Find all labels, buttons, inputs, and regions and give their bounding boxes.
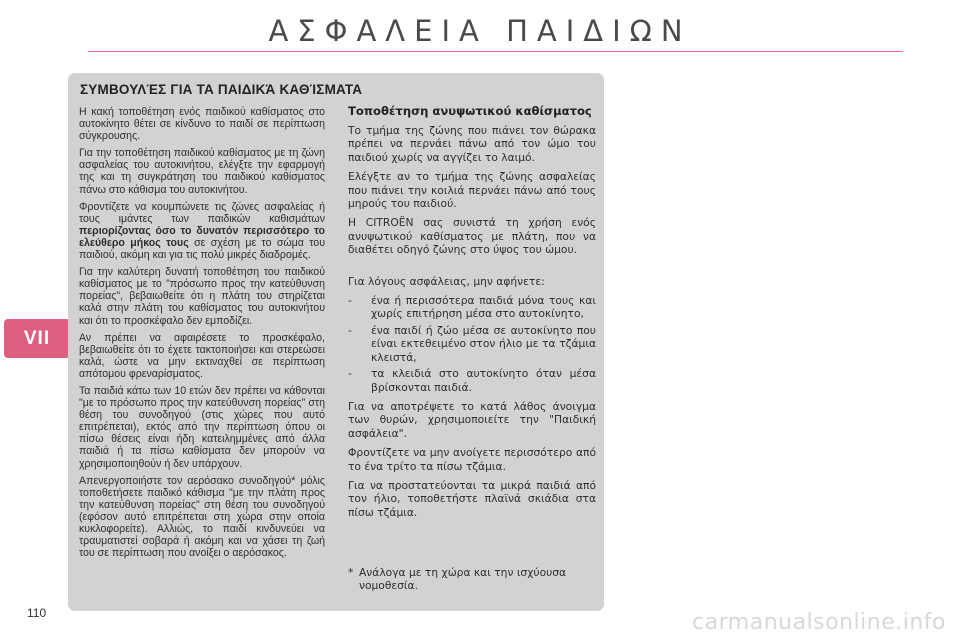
page-title: ΑΣΦΑΛΕΙΑ ΠΑΙΔΙΩΝ: [268, 14, 692, 48]
dash-bullet: -: [348, 367, 352, 381]
footnote: [348, 566, 596, 593]
section-subtitle: Τοποθέτηση ανυψωτικού καθίσματος: [348, 104, 592, 118]
asterisk-icon: *: [348, 566, 354, 579]
chapter-tab[interactable]: VII: [4, 319, 70, 358]
paragraph: Η CITROËN σας συνιστά τη χρήση ενός ανυψωτικού καθίσματος με πλάτη, που να διαθέτει οδηγό ζώνης στο ύψος του ώμου.: [348, 216, 596, 257]
footnote-text: Ανάλογα με τη χώρα και την ισχύουσα νομοθεσία.: [359, 566, 567, 593]
paragraph: Για να αποτρέψετε το κατά λάθος άνοιγμα των θυρών, χρησιμοποιείτε την "Παιδική ασφάλεια".: [348, 399, 596, 440]
paragraph: Για την καλύτερη δυνατή τοποθέτηση του παιδικού καθίσματος με το "πρόσωπο προς την κατεύθυνση πορείας", βεβαιωθείτε ότι η πλάτη του στηρίζεται καλά στην πλάτη του καθίσματος του αυτοκινήτου και ότι το προσκέφαλο δεν εμποδίζει.: [79, 266, 325, 327]
paragraph-text: σε σχέση με το σώμα του παιδιού, ακόμη και για τις πολύ μικρές διαδρομές.: [79, 236, 325, 262]
paragraph: Τα παιδιά κάτω των 10 ετών δεν πρέπει να κάθονται "με το πρόσωπο προς την κατεύθυνση πορείας" στη θέση του συνοδηγού (στις χώρες που αυτό επιτρέπεται), εκτός από την περίπτωση όπου οι πίσω θέσεις είναι ήδη κατειλημμένες από άλλα παιδιά ή τα πίσω καθίσματα δεν μπορούν να χρησιμοποιηθούν ή δεν υπάρχουν.: [79, 384, 325, 470]
box-title: ΣΥΜΒΟΥΛΈΣ ΓΙΑ ΤΑ ΠΑΙΔΙΚΆ ΚΑΘΊΣΜΑΤΑ: [80, 82, 363, 97]
list-item: - ένα ή περισσότερα παιδιά μόνα τους και χωρίς επιτήρηση μέσα στο αυτοκίνητο,: [348, 294, 596, 321]
paragraph: Το τμήμα της ζώνης που πιάνει τον θώρακα πρέπει να περνάει πάνω από τον ώμο του παιδιού χωρίς να αγγίζει το λαιμό.: [348, 124, 596, 164]
paragraph: Φροντίζετε να μην ανοίγετε περισσότερο από το ένα τρίτο τα πίσω τζάμια.: [348, 446, 596, 473]
advice-box: [68, 73, 604, 611]
left-column: [79, 106, 325, 564]
dash-bullet: -: [348, 294, 352, 308]
paragraph: Για την τοποθέτηση παιδικού καθίσματος με τη ζώνη ασφαλείας του αυτοκινήτου, ελέγξτε την εφαρμογή της και τη συγκράτηση του παιδικού καθίσματος πάνω στο κάθισμα του αυτοκινήτου.: [79, 147, 325, 196]
warning-list: [348, 294, 596, 394]
emphasis-text: περιορίζοντας όσο το δυνατόν περισσότερο το ελεύθερο μήκος τους: [79, 224, 325, 249]
right-column: [348, 104, 596, 525]
paragraph: Για λόγους ασφάλειας, μην αφήνετε:: [348, 274, 545, 288]
paragraph-text: Φροντίζετε να κουμπώνετε τις ζώνες ασφαλείας ή τους ιμάντες των παιδικών καθισμάτων: [79, 200, 325, 225]
paragraph: Ελέγξτε αν το τμήμα της ζώνης ασφαλείας που πιάνει την κοιλιά περνάει πάνω από τους μηρούς του παιδιού.: [348, 170, 596, 211]
list-item: - τα κλειδιά στο αυτοκίνητο όταν μέσα βρίσκονται παιδιά.: [348, 367, 596, 394]
paragraph: Απενεργοποιήστε τον αερόσακο συνοδηγού* μόλις τοποθετήσετε παιδικό κάθισμα "με την πλάτη προς την κατεύθυνση πορείας" στη θέση του συνοδηγού (εφόσον αυτό επιτρέπεται στη χώρα στην οποία κυκλοφορείτε). Αλλιώς, το παιδί κινδυνεύει να τραυματιστεί σοβαρά ή ακόμη και να χάσει τη ζωή του σε περίπτωση που ανοίξει ο αερόσακος.: [79, 474, 325, 560]
page-number: 110: [27, 606, 47, 620]
watermark: carmanualsonline.info: [692, 610, 946, 635]
paragraph: Για να προστατεύονται τα μικρά παιδιά από τον ήλιο, τοποθετήστε πλαϊνά σκιάδια στα πίσω τζάμια.: [348, 478, 596, 519]
list-item: - ένα παιδί ή ζώο μέσα σε αυτοκίνητο που είναι εκτεθειμένο στον ήλιο με τα τζάμια κλειστά,: [348, 323, 596, 364]
paragraph: Η κακή τοποθέτηση ενός παιδικού καθίσματος στο αυτοκίνητο θέτει σε κίνδυνο το παιδί σε περίπτωση σύγκρουσης.: [79, 106, 325, 143]
title-divider: [88, 51, 903, 52]
dash-bullet: -: [348, 323, 352, 337]
paragraph: Αν πρέπει να αφαιρέσετε το προσκέφαλο, βεβαιωθείτε ότι το έχετε τακτοποιήσει και στερεώσει καλά, ώστε να μην εκτιναχθεί σε περίπτωση απότομου φρεναρίσματος.: [79, 331, 325, 380]
paragraph: [79, 201, 325, 261]
